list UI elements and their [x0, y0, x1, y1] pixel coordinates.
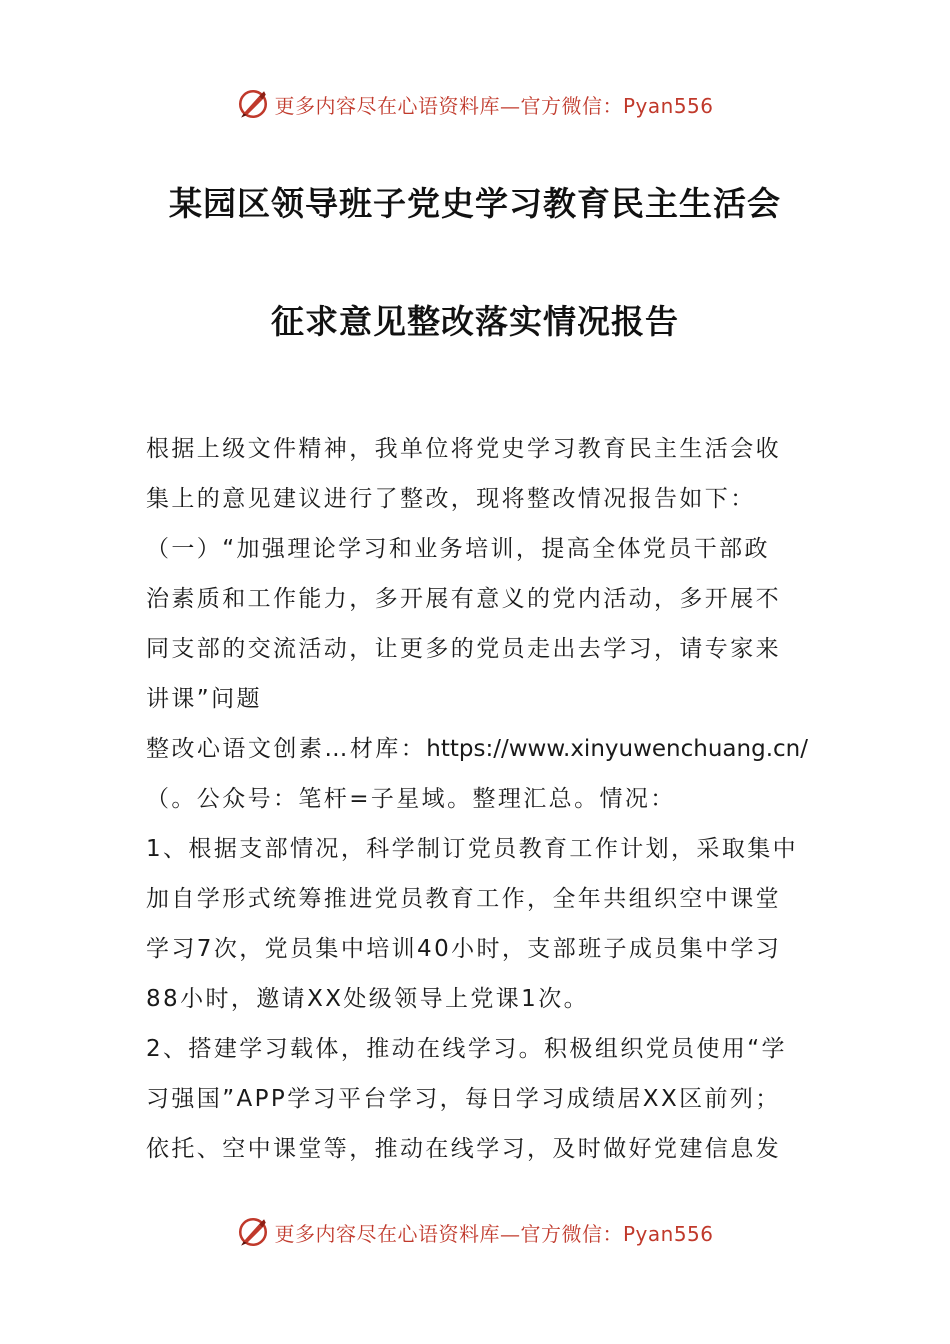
body-line: 整改心语文创素…材库：https://www.xinyuwenchuang.cn/: [146, 736, 808, 762]
pen-logo-icon: [236, 87, 270, 121]
document-title-line-2: 征求意见整改落实情况报告: [271, 302, 679, 341]
body-line: 1、根据支部情况，科学制订党员教育工作计划，采取集中: [146, 836, 799, 862]
watermark-text: 更多内容尽在心语资料库—官方微信：Pyan556: [274, 1221, 714, 1246]
document-body: [146, 430, 808, 1180]
body-line: 学习7次，党员集中培训40小时，支部班子成员集中学习: [146, 936, 782, 962]
document-title-line-1: 某园区领导班子党史学习教育民主生活会: [169, 184, 781, 223]
body-line: （。公众号：笔杆=子星域。整理汇总。情况：: [146, 786, 676, 812]
body-line: 同支部的交流活动，让更多的党员走出去学习，请专家来: [146, 636, 781, 662]
body-line: 依托、空中课堂等，推动在线学习，及时做好党建信息发: [146, 1136, 781, 1162]
body-line: 88小时，邀请XX处级领导上党课1次。: [146, 986, 590, 1012]
watermark-banner-bottom: [0, 1212, 950, 1252]
body-line: 根据上级文件精神，我单位将党史学习教育民主生活会收: [146, 436, 781, 462]
body-line: 讲课”问题: [146, 686, 262, 712]
watermark-text: 更多内容尽在心语资料库—官方微信：Pyan556: [274, 93, 714, 118]
body-line: 加自学形式统筹推进党员教育工作，全年共组织空中课堂: [146, 886, 781, 912]
pen-logo-icon: [236, 1215, 270, 1249]
body-line: （一）“加强理论学习和业务培训，提高全体党员干部政: [146, 536, 770, 562]
body-line: 习强国”APP学习平台学习，每日学习成绩居XX区前列；: [146, 1086, 781, 1112]
watermark-banner-top: [0, 84, 950, 124]
body-line: 集上的意见建议进行了整改，现将整改情况报告如下：: [146, 486, 756, 512]
body-line: 治素质和工作能力，多开展有意义的党内活动，多开展不: [146, 586, 781, 612]
body-line: 2、搭建学习载体，推动在线学习。积极组织党员使用“学: [146, 1036, 787, 1062]
